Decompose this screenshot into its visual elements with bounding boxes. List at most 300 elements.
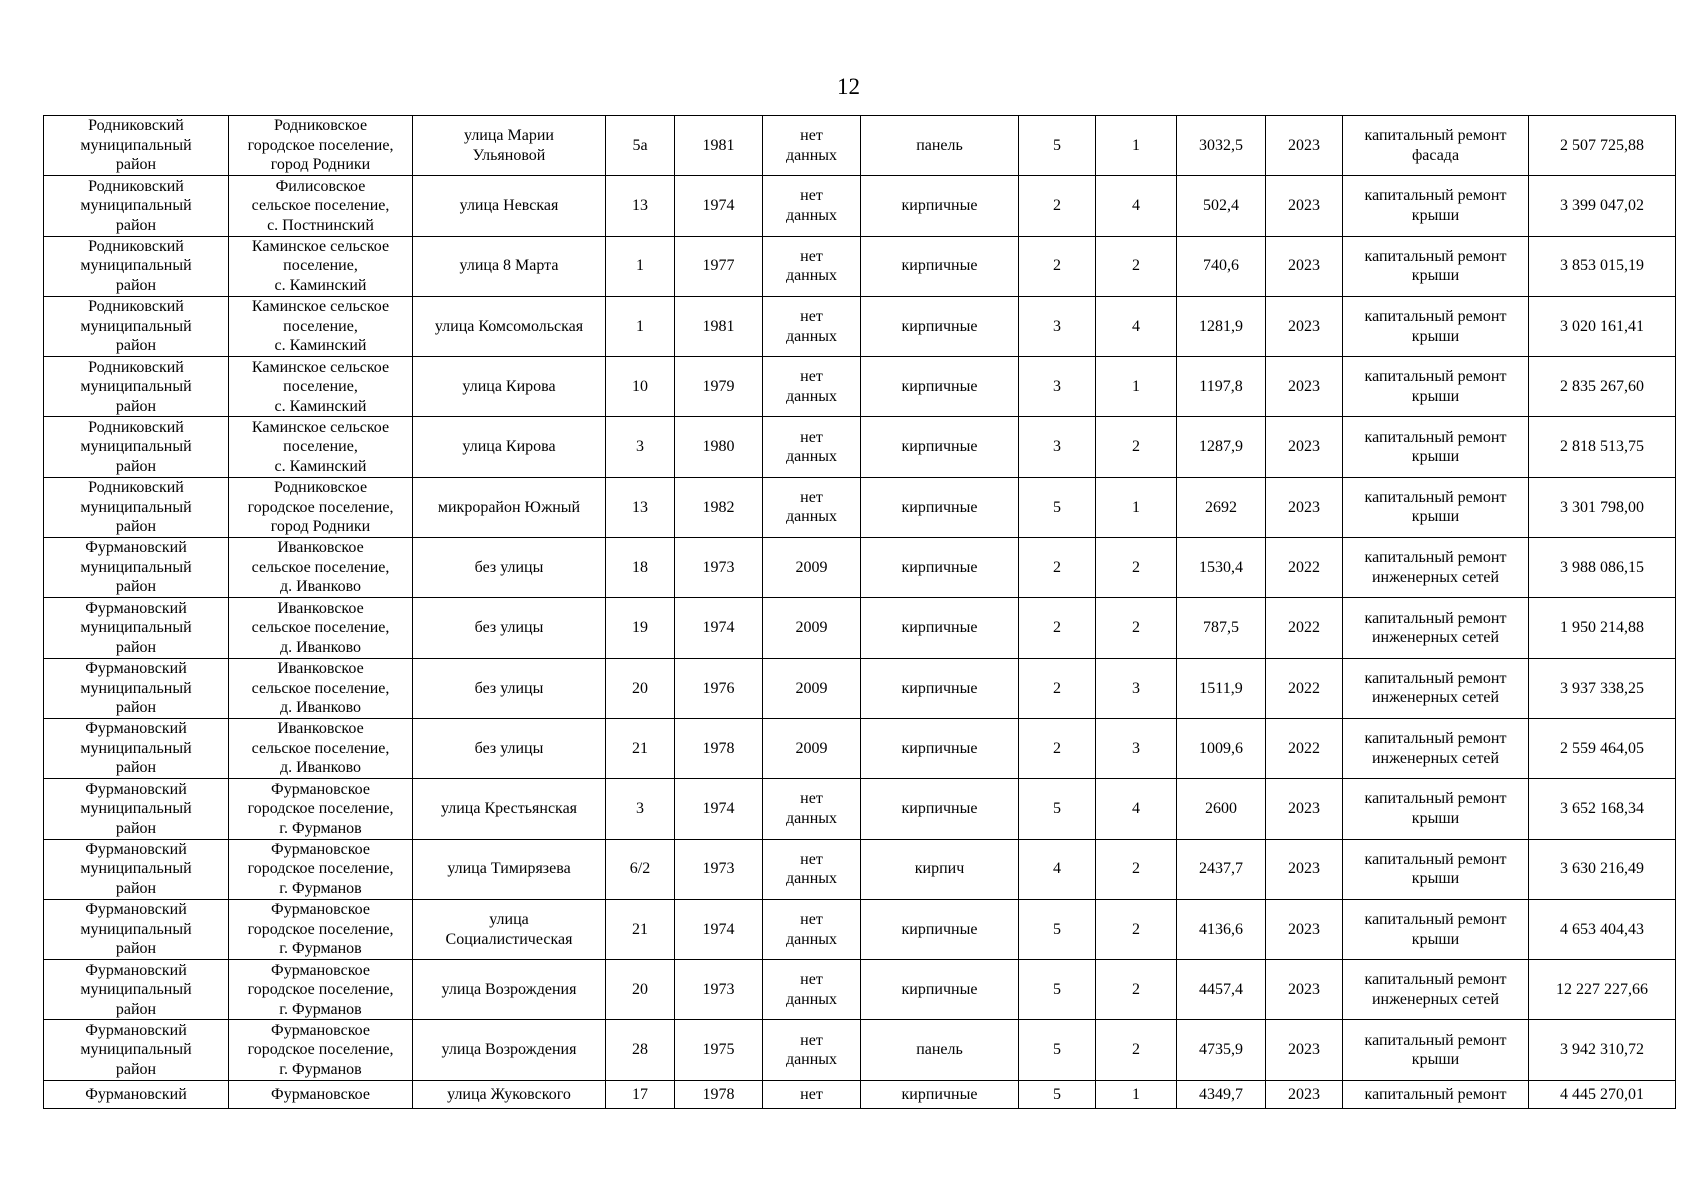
- cell-text: 3: [1132, 739, 1140, 757]
- cost-cell: [1529, 598, 1676, 658]
- cell-text: 2: [1132, 860, 1140, 878]
- cell-text: 2022: [1288, 679, 1320, 697]
- wall-material-cell: [861, 176, 1019, 236]
- cell-text: 3 630 216,49: [1560, 860, 1644, 878]
- entrances-cell: [1096, 960, 1177, 1020]
- cell-text: 1979: [702, 378, 735, 396]
- cell-text: капитальный ремонт крыши: [1364, 428, 1507, 466]
- cell-text: 2: [1053, 257, 1061, 275]
- planned-year-cell: [1266, 1080, 1343, 1108]
- street-cell: [413, 839, 606, 899]
- last-repair-year-cell: [763, 236, 861, 296]
- table-row: [44, 176, 1676, 236]
- area-cell: [1177, 357, 1266, 417]
- area-cell: [1177, 296, 1266, 356]
- table-row: [44, 779, 1676, 839]
- table-row: [44, 598, 1676, 658]
- cell-text: 2692: [1205, 498, 1237, 516]
- cell-text: Фурмановский муниципальный район: [80, 660, 192, 717]
- cell-text: капитальный ремонт инженерных сетей: [1364, 971, 1507, 1008]
- cell-text: нет данных: [785, 428, 838, 466]
- house-number-cell: [606, 357, 675, 417]
- planned-year-cell: [1266, 598, 1343, 658]
- district-cell: [44, 779, 229, 839]
- cell-text: нет данных: [785, 368, 838, 405]
- work-type-cell: [1343, 718, 1529, 778]
- district-cell: [44, 538, 229, 598]
- cell-text: 20: [632, 981, 648, 999]
- cell-text: нет данных: [785, 247, 838, 285]
- last-repair-year-cell: [763, 598, 861, 658]
- floors-cell: [1019, 658, 1096, 718]
- area-cell: [1177, 658, 1266, 718]
- entrances-cell: [1096, 718, 1177, 778]
- cell-text: 1 950 214,88: [1560, 619, 1644, 637]
- cell-text: 2022: [1288, 558, 1320, 576]
- cell-text: нет данных: [785, 308, 838, 345]
- cell-text: 2009: [795, 679, 828, 697]
- last-repair-year-cell: [763, 116, 861, 176]
- last-repair-year-cell: [763, 417, 861, 477]
- cell-text: 21: [632, 739, 648, 757]
- cell-text: 2: [1132, 558, 1140, 576]
- work-type-cell: [1343, 1080, 1529, 1108]
- cell-text: 10: [632, 378, 648, 396]
- area-cell: [1177, 839, 1266, 899]
- cell-text: 20: [632, 679, 648, 697]
- cell-text: улица Возрождения: [441, 981, 577, 999]
- cell-text: 4 445 270,01: [1560, 1085, 1644, 1103]
- table-body: [44, 116, 1676, 1109]
- cell-text: 2 835 267,60: [1560, 378, 1644, 396]
- cell-text: 3: [1053, 378, 1061, 396]
- planned-year-cell: [1266, 357, 1343, 417]
- cell-text: кирпичные: [901, 679, 978, 697]
- cell-text: 4: [1053, 860, 1061, 878]
- cell-text: 1982: [702, 498, 735, 516]
- cell-text: 1287,9: [1199, 438, 1243, 456]
- cell-text: кирпичные: [901, 197, 978, 215]
- cell-text: кирпичные: [901, 739, 978, 757]
- cell-text: 1978: [702, 739, 735, 757]
- cell-text: 3 853 015,19: [1560, 257, 1644, 275]
- cell-text: 2437,7: [1199, 860, 1243, 878]
- build-year-cell: [675, 1080, 763, 1108]
- settlement-cell: [229, 899, 413, 959]
- cell-text: 1974: [702, 800, 735, 818]
- build-year-cell: [675, 658, 763, 718]
- street-cell: [413, 960, 606, 1020]
- housing-registry-table: [43, 115, 1676, 1109]
- cost-cell: [1529, 899, 1676, 959]
- cost-cell: [1529, 357, 1676, 417]
- settlement-cell: [229, 779, 413, 839]
- work-type-cell: [1343, 658, 1529, 718]
- table-row: [44, 839, 1676, 899]
- last-repair-year-cell: [763, 718, 861, 778]
- cell-text: без улицы: [474, 739, 544, 757]
- wall-material-cell: [861, 718, 1019, 778]
- cell-text: 787,5: [1203, 619, 1239, 637]
- house-number-cell: [606, 176, 675, 236]
- cell-text: Фурмановский муниципальный район: [80, 961, 192, 1018]
- cell-text: Родниковский муниципальный район: [80, 117, 192, 174]
- cell-text: 4349,7: [1199, 1085, 1243, 1103]
- cell-text: Фурмановское городское поселение, г. Фурманов: [247, 901, 394, 958]
- house-number-cell: [606, 899, 675, 959]
- planned-year-cell: [1266, 779, 1343, 839]
- cell-text: Фурмановский муниципальный район: [80, 720, 192, 777]
- cell-text: 1: [1132, 498, 1140, 516]
- area-cell: [1177, 960, 1266, 1020]
- work-type-cell: [1343, 960, 1529, 1020]
- street-cell: [413, 538, 606, 598]
- cell-text: 19: [632, 619, 648, 637]
- cell-text: 3 301 798,00: [1560, 498, 1644, 516]
- cost-cell: [1529, 116, 1676, 176]
- street-cell: [413, 1080, 606, 1108]
- work-type-cell: [1343, 176, 1529, 236]
- cell-text: 2: [1053, 679, 1061, 697]
- cell-text: нет данных: [785, 488, 838, 526]
- area-cell: [1177, 899, 1266, 959]
- wall-material-cell: [861, 417, 1019, 477]
- cell-text: 2023: [1288, 920, 1320, 938]
- settlement-cell: [229, 116, 413, 176]
- district-cell: [44, 236, 229, 296]
- table-row: [44, 236, 1676, 296]
- planned-year-cell: [1266, 116, 1343, 176]
- area-cell: [1177, 176, 1266, 236]
- entrances-cell: [1096, 116, 1177, 176]
- page-number: 12: [837, 74, 860, 99]
- floors-cell: [1019, 960, 1096, 1020]
- cell-text: 4: [1132, 197, 1140, 215]
- district-cell: [44, 718, 229, 778]
- settlement-cell: [229, 718, 413, 778]
- cell-text: 2: [1132, 920, 1140, 938]
- build-year-cell: [675, 236, 763, 296]
- last-repair-year-cell: [763, 1080, 861, 1108]
- street-cell: [413, 718, 606, 778]
- cell-text: нет данных: [785, 971, 838, 1008]
- cell-text: нет данных: [785, 790, 838, 827]
- cell-text: Фурмановское городское поселение, г. Фурманов: [247, 961, 394, 1018]
- cell-text: 1981: [702, 136, 735, 154]
- house-number-cell: [606, 598, 675, 658]
- build-year-cell: [675, 839, 763, 899]
- work-type-cell: [1343, 899, 1529, 959]
- area-cell: [1177, 1080, 1266, 1108]
- cost-cell: [1529, 839, 1676, 899]
- area-cell: [1177, 1020, 1266, 1080]
- wall-material-cell: [861, 357, 1019, 417]
- cell-text: кирпичные: [901, 800, 978, 818]
- entrances-cell: [1096, 538, 1177, 598]
- cell-text: 5: [1053, 920, 1061, 938]
- build-year-cell: [675, 176, 763, 236]
- wall-material-cell: [861, 236, 1019, 296]
- floors-cell: [1019, 296, 1096, 356]
- cell-text: 1: [1132, 1085, 1140, 1103]
- cost-cell: [1529, 960, 1676, 1020]
- build-year-cell: [675, 538, 763, 598]
- street-cell: [413, 417, 606, 477]
- wall-material-cell: [861, 658, 1019, 718]
- cell-text: 2: [1132, 438, 1140, 456]
- cell-text: Фурмановское городское поселение, г. Фурманов: [247, 1021, 394, 1078]
- cell-text: кирпичные: [901, 558, 978, 576]
- cell-text: без улицы: [474, 679, 544, 697]
- street-cell: [413, 236, 606, 296]
- cell-text: 2023: [1288, 498, 1320, 516]
- cell-text: 5а: [632, 136, 648, 154]
- cell-text: 1974: [702, 619, 735, 637]
- planned-year-cell: [1266, 296, 1343, 356]
- house-number-cell: [606, 116, 675, 176]
- cell-text: капитальный ремонт крыши: [1364, 1031, 1507, 1069]
- cell-text: Родниковское городское поселение, город Родники: [247, 117, 394, 174]
- table-row: [44, 1080, 1676, 1108]
- house-number-cell: [606, 1020, 675, 1080]
- cell-text: улица Марии Ульяновой: [464, 127, 554, 164]
- cell-text: без улицы: [474, 558, 544, 576]
- cell-text: 2023: [1288, 1085, 1320, 1103]
- cell-text: капитальный ремонт инженерных сетей: [1364, 549, 1507, 586]
- cell-text: 1197,8: [1199, 378, 1243, 396]
- cell-text: 12 227 227,66: [1556, 981, 1648, 999]
- planned-year-cell: [1266, 477, 1343, 537]
- cell-text: Иванковское сельское поселение, д. Иванково: [251, 660, 390, 717]
- cell-text: Фурмановский: [85, 1085, 187, 1103]
- table-row: [44, 116, 1676, 176]
- last-repair-year-cell: [763, 960, 861, 1020]
- cell-text: кирпичные: [901, 619, 978, 637]
- cell-text: капитальный ремонт инженерных сетей: [1364, 609, 1507, 647]
- cell-text: 2 507 725,88: [1560, 136, 1644, 154]
- area-cell: [1177, 598, 1266, 658]
- work-type-cell: [1343, 1020, 1529, 1080]
- cell-text: 1978: [702, 1085, 735, 1103]
- cell-text: 2: [1132, 1041, 1140, 1059]
- cell-text: улица Жуковского: [447, 1085, 571, 1103]
- entrances-cell: [1096, 598, 1177, 658]
- cost-cell: [1529, 1080, 1676, 1108]
- floors-cell: [1019, 598, 1096, 658]
- cost-cell: [1529, 718, 1676, 778]
- last-repair-year-cell: [763, 296, 861, 356]
- entrances-cell: [1096, 839, 1177, 899]
- cell-text: улица Комсомольская: [434, 317, 584, 335]
- cell-text: Родниковский муниципальный район: [80, 298, 192, 355]
- table-row: [44, 658, 1676, 718]
- cell-text: 2600: [1205, 800, 1237, 818]
- cell-text: 2 559 464,05: [1560, 739, 1644, 757]
- cell-text: 1974: [702, 920, 735, 938]
- floors-cell: [1019, 839, 1096, 899]
- floors-cell: [1019, 538, 1096, 598]
- cell-text: 2: [1132, 257, 1140, 275]
- house-number-cell: [606, 779, 675, 839]
- district-cell: [44, 598, 229, 658]
- build-year-cell: [675, 960, 763, 1020]
- cell-text: 5: [1053, 498, 1061, 516]
- district-cell: [44, 899, 229, 959]
- last-repair-year-cell: [763, 176, 861, 236]
- cell-text: кирпичные: [901, 438, 978, 456]
- cell-text: Родниковский муниципальный район: [80, 358, 192, 415]
- cell-text: Фурмановское городское поселение, г. Фурманов: [247, 840, 394, 897]
- cell-text: 17: [632, 1085, 648, 1103]
- floors-cell: [1019, 417, 1096, 477]
- street-cell: [413, 477, 606, 537]
- cell-text: кирпичные: [901, 920, 978, 938]
- entrances-cell: [1096, 477, 1177, 537]
- floors-cell: [1019, 176, 1096, 236]
- cell-text: улица Кирова: [462, 438, 556, 456]
- cell-text: Каминское сельское поселение, с. Каминский: [251, 358, 390, 415]
- cell-text: 4: [1132, 800, 1140, 818]
- cell-text: 4735,9: [1199, 1041, 1243, 1059]
- wall-material-cell: [861, 899, 1019, 959]
- cell-text: кирпичные: [901, 378, 978, 396]
- wall-material-cell: [861, 839, 1019, 899]
- cell-text: Фурмановское городское поселение, г. Фурманов: [247, 780, 394, 837]
- cell-text: 3: [1053, 438, 1061, 456]
- cell-text: 2: [1132, 981, 1140, 999]
- cell-text: 3: [636, 438, 644, 456]
- cell-text: 1: [636, 317, 644, 335]
- cell-text: Фурмановский муниципальный район: [80, 539, 192, 596]
- cell-text: 2: [1132, 619, 1140, 637]
- cell-text: 1974: [702, 197, 735, 215]
- build-year-cell: [675, 296, 763, 356]
- work-type-cell: [1343, 779, 1529, 839]
- wall-material-cell: [861, 477, 1019, 537]
- floors-cell: [1019, 1080, 1096, 1108]
- wall-material-cell: [861, 1020, 1019, 1080]
- street-cell: [413, 296, 606, 356]
- cost-cell: [1529, 417, 1676, 477]
- cell-text: 1511,9: [1199, 679, 1243, 697]
- settlement-cell: [229, 417, 413, 477]
- work-type-cell: [1343, 296, 1529, 356]
- cell-text: капитальный ремонт инженерных сетей: [1364, 730, 1507, 767]
- floors-cell: [1019, 899, 1096, 959]
- house-number-cell: [606, 658, 675, 718]
- wall-material-cell: [861, 779, 1019, 839]
- cell-text: 2023: [1288, 378, 1320, 396]
- cell-text: 2023: [1288, 1041, 1320, 1059]
- cell-text: 13: [632, 498, 648, 516]
- cell-text: капитальный ремонт фасада: [1364, 127, 1507, 164]
- table-row: [44, 960, 1676, 1020]
- cell-text: Каминское сельское поселение, с. Каминский: [251, 418, 390, 475]
- cell-text: кирпичные: [901, 1085, 978, 1103]
- cell-text: 740,6: [1203, 257, 1239, 275]
- planned-year-cell: [1266, 417, 1343, 477]
- cell-text: 2: [1053, 558, 1061, 576]
- cost-cell: [1529, 658, 1676, 718]
- cell-text: 3032,5: [1199, 136, 1243, 154]
- cell-text: улица 8 Марта: [459, 257, 559, 275]
- cell-text: 2: [1053, 739, 1061, 757]
- cell-text: Иванковское сельское поселение, д. Иванково: [251, 599, 390, 656]
- settlement-cell: [229, 176, 413, 236]
- cell-text: 5: [1053, 981, 1061, 999]
- cell-text: 4 653 404,43: [1560, 920, 1644, 938]
- cell-text: 2: [1053, 619, 1061, 637]
- cell-text: 13: [632, 197, 648, 215]
- entrances-cell: [1096, 1080, 1177, 1108]
- cell-text: 2023: [1288, 800, 1320, 818]
- build-year-cell: [675, 357, 763, 417]
- wall-material-cell: [861, 116, 1019, 176]
- district-cell: [44, 1080, 229, 1108]
- cost-cell: [1529, 538, 1676, 598]
- cell-text: Фурмановский муниципальный район: [80, 780, 192, 837]
- cell-text: улица Невская: [459, 197, 559, 215]
- work-type-cell: [1343, 236, 1529, 296]
- cell-text: 2009: [795, 619, 828, 637]
- work-type-cell: [1343, 357, 1529, 417]
- cell-text: нет данных: [785, 187, 838, 224]
- house-number-cell: [606, 1080, 675, 1108]
- entrances-cell: [1096, 236, 1177, 296]
- work-type-cell: [1343, 116, 1529, 176]
- cell-text: улица Кирова: [462, 378, 556, 396]
- entrances-cell: [1096, 899, 1177, 959]
- area-cell: [1177, 538, 1266, 598]
- cell-text: 1977: [702, 257, 735, 275]
- cell-text: нет данных: [785, 127, 838, 164]
- table-row: [44, 718, 1676, 778]
- district-cell: [44, 116, 229, 176]
- last-repair-year-cell: [763, 658, 861, 718]
- cell-text: нет: [800, 1085, 823, 1103]
- cell-text: 2023: [1288, 257, 1320, 275]
- wall-material-cell: [861, 960, 1019, 1020]
- house-number-cell: [606, 477, 675, 537]
- district-cell: [44, 477, 229, 537]
- settlement-cell: [229, 839, 413, 899]
- cell-text: 3: [636, 800, 644, 818]
- planned-year-cell: [1266, 839, 1343, 899]
- cell-text: панель: [916, 1041, 963, 1059]
- table-row: [44, 899, 1676, 959]
- cost-cell: [1529, 1020, 1676, 1080]
- planned-year-cell: [1266, 538, 1343, 598]
- house-number-cell: [606, 960, 675, 1020]
- street-cell: [413, 1020, 606, 1080]
- entrances-cell: [1096, 357, 1177, 417]
- planned-year-cell: [1266, 1020, 1343, 1080]
- cell-text: 2023: [1288, 438, 1320, 456]
- cell-text: кирпичные: [901, 317, 978, 335]
- entrances-cell: [1096, 658, 1177, 718]
- house-number-cell: [606, 718, 675, 778]
- cell-text: 1: [1132, 136, 1140, 154]
- cell-text: 4457,4: [1199, 981, 1243, 999]
- work-type-cell: [1343, 538, 1529, 598]
- cell-text: улица Крестьянская: [440, 800, 578, 818]
- cell-text: кирпич: [914, 860, 965, 878]
- cell-text: 1981: [702, 317, 735, 335]
- cell-text: 1: [1132, 378, 1140, 396]
- work-type-cell: [1343, 417, 1529, 477]
- cell-text: 2009: [795, 739, 828, 757]
- settlement-cell: [229, 1080, 413, 1108]
